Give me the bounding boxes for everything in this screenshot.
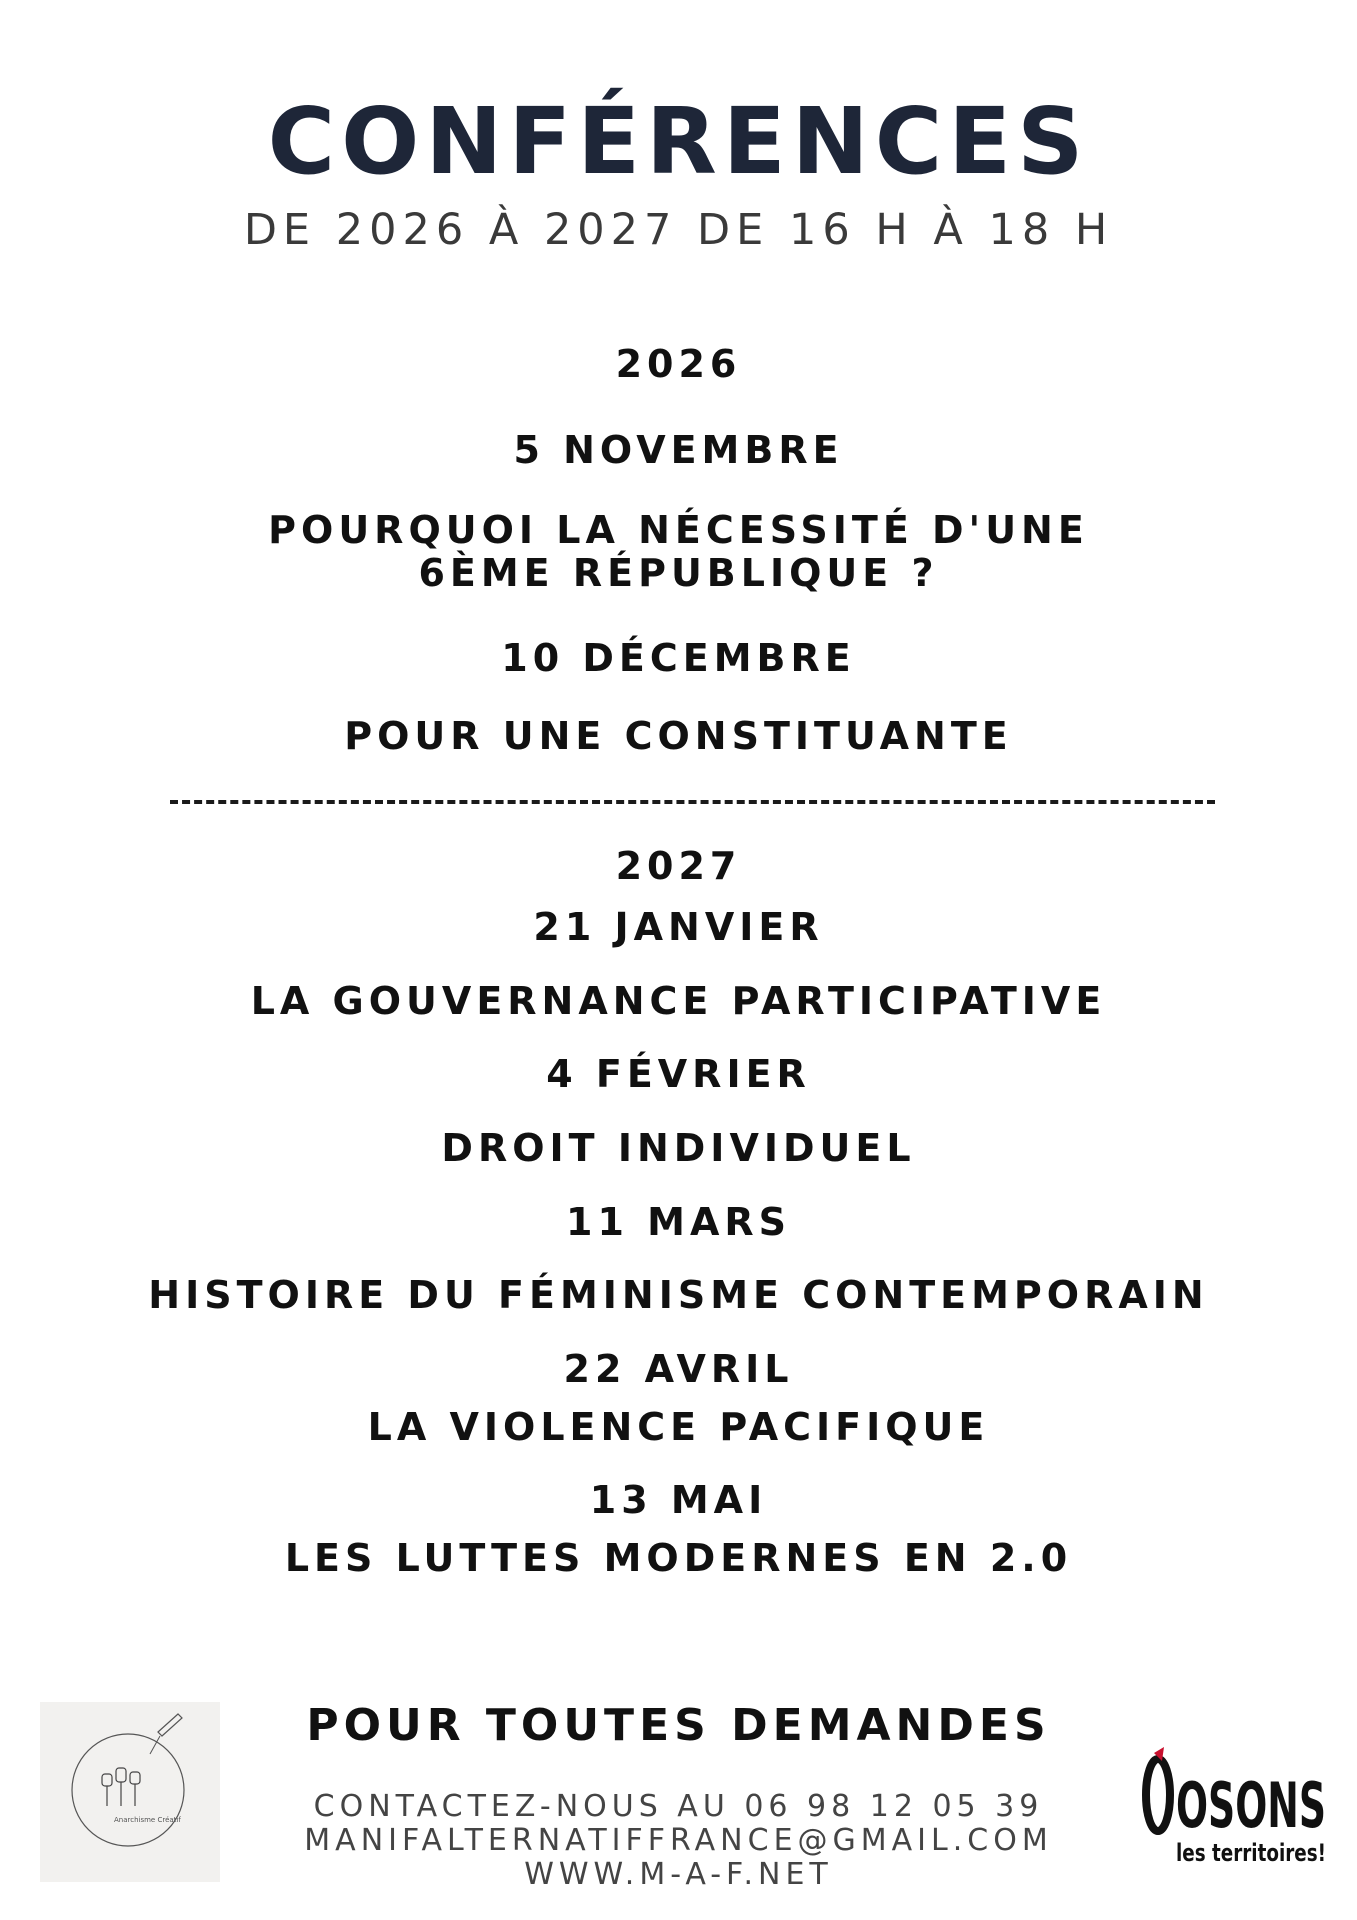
event-topic: HISTOIRE DU FÉMINISME CONTEMPORAIN	[148, 1273, 1209, 1317]
event-date: 4 FÉVRIER	[546, 1052, 811, 1096]
event-topic: POURQUOI LA NÉCESSITÉ D'UNE	[268, 508, 1089, 552]
osons-les-territoires-logo	[1140, 1745, 1340, 1895]
event-date: 10 DÉCEMBRE	[501, 636, 856, 680]
contact-website: WWW.M-A-F.NET	[524, 1857, 833, 1892]
event-topic: LA GOUVERNANCE PARTICIPATIVE	[250, 979, 1107, 1023]
logo-main-text: OSONS	[1176, 1769, 1326, 1842]
contact-phone: CONTACTEZ-NOUS AU 06 98 12 05 39	[313, 1789, 1044, 1824]
year-heading-2027: 2027	[615, 844, 742, 888]
anarchisme-creatif-logo	[40, 1702, 220, 1882]
circle-fists-icon	[40, 1702, 220, 1882]
contact-email: MANIFALTERNATIFFRANCE@GMAIL.COM	[304, 1823, 1053, 1858]
year-heading-2026: 2026	[615, 342, 742, 386]
event-date: 5 NOVEMBRE	[513, 428, 844, 472]
event-topic: LA VIOLENCE PACIFIQUE	[367, 1405, 990, 1449]
event-topic: POUR UNE CONSTITUANTE	[344, 714, 1013, 758]
contact-heading: POUR TOUTES DEMANDES	[306, 1700, 1051, 1751]
event-date: 13 MAI	[589, 1478, 768, 1522]
page-subtitle: DE 2026 À 2027 DE 16 H À 18 H	[243, 205, 1114, 255]
logo-label: Anarchisme Créatif	[114, 1816, 181, 1824]
event-date: 21 JANVIER	[533, 905, 824, 949]
section-divider	[170, 800, 1215, 804]
event-date: 22 AVRIL	[563, 1347, 794, 1391]
page-title: CONFÉRENCES	[267, 88, 1090, 195]
event-topic: DROIT INDIVIDUEL	[441, 1126, 916, 1170]
logo-sub-text: les territoires!	[1176, 1839, 1326, 1867]
osons-logo-icon	[1140, 1745, 1340, 1895]
event-topic: LES LUTTES MODERNES EN 2.0	[284, 1536, 1073, 1580]
event-topic: 6ÈME RÉPUBLIQUE ?	[418, 551, 939, 595]
event-date: 11 MARS	[566, 1200, 791, 1244]
